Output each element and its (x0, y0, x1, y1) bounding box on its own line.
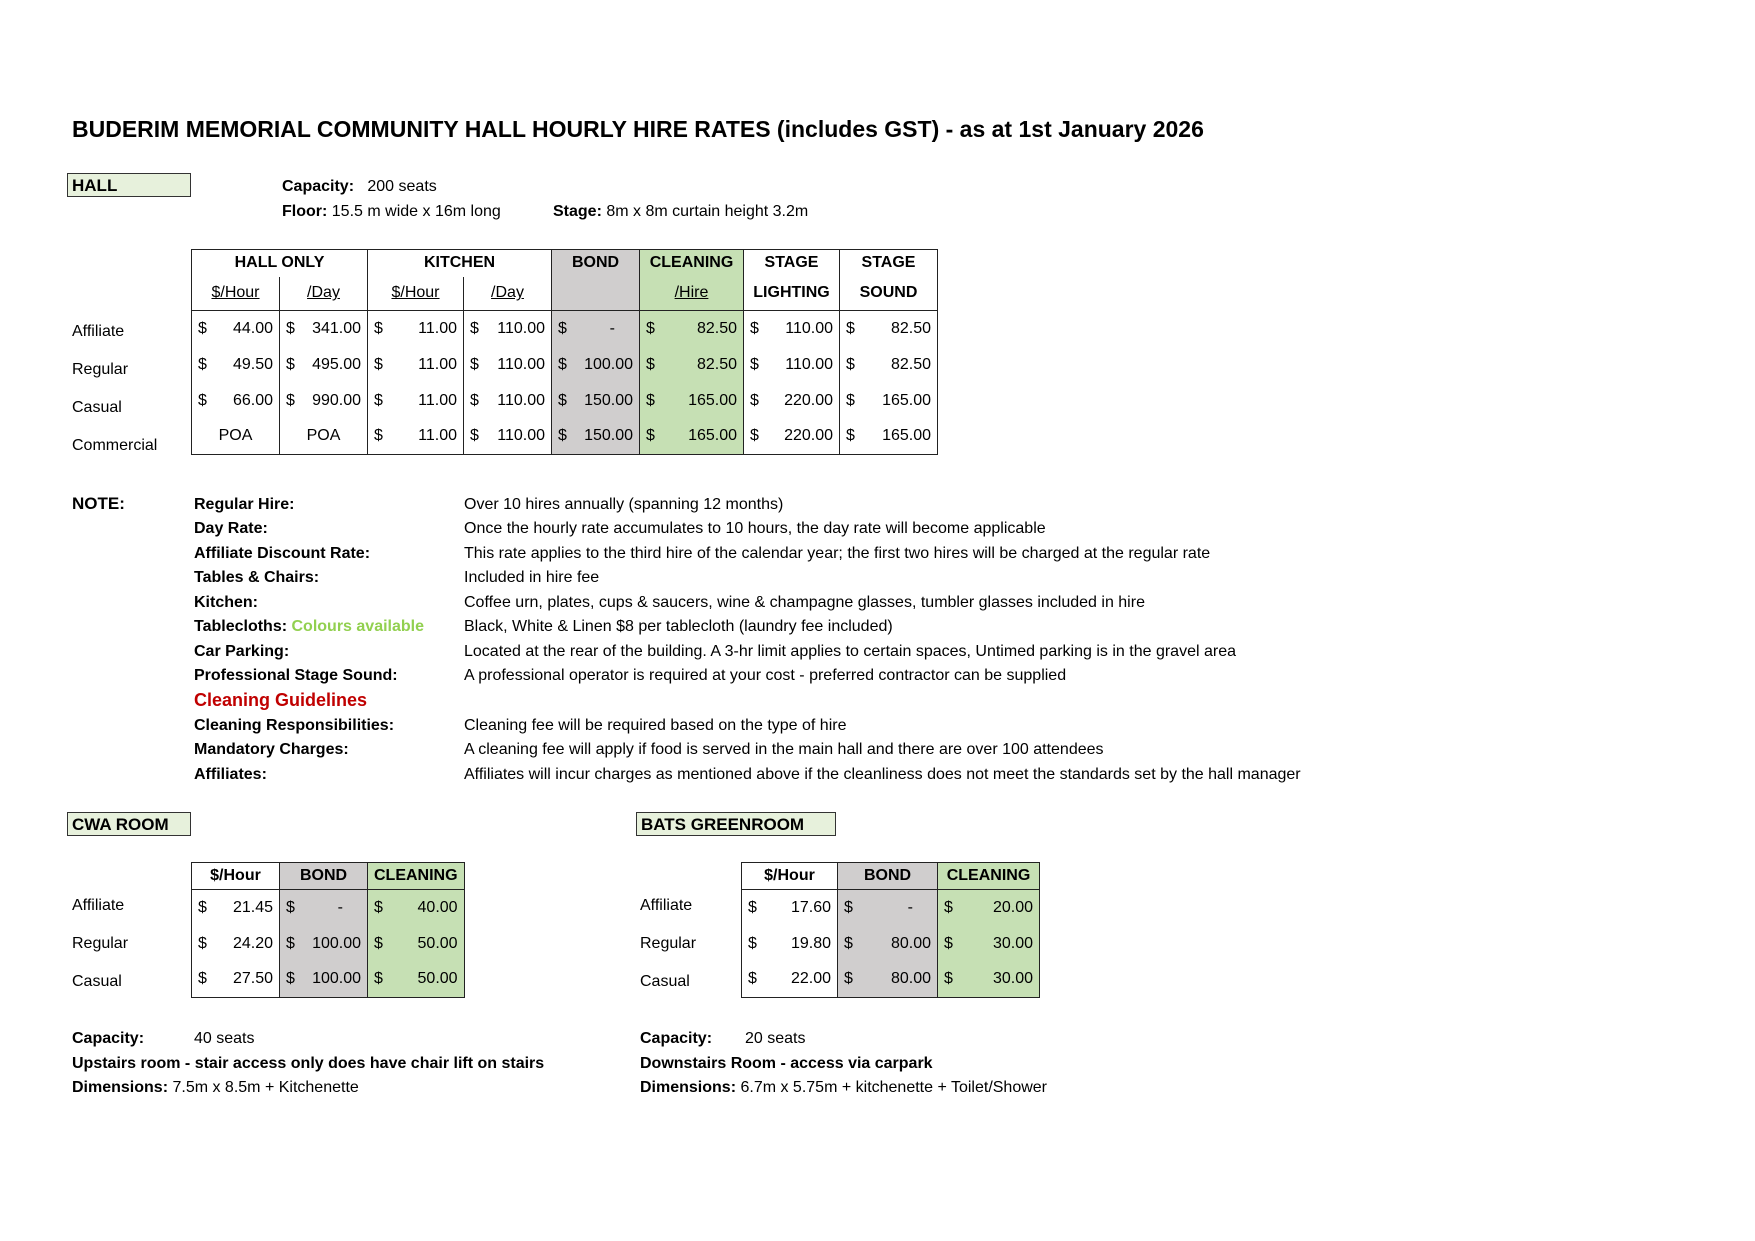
note-value: Over 10 hires annually (spanning 12 months) (464, 496, 784, 513)
header-stage-lighting-top: STAGE (744, 250, 840, 277)
cwa-header-hour: $/Hour (192, 863, 280, 890)
header-stage-sound-top: STAGE (840, 250, 938, 277)
note-value: A cleaning fee will apply if food is served in the main hall and there are over 100 attendees (464, 741, 1104, 758)
cell-hall-hour: $ 44.00 (192, 311, 280, 347)
cwa-capacity-label: Capacity: (72, 1030, 145, 1047)
note-value: Located at the rear of the building. A 3-hr limit applies to certain spaces, Untimed parking is in the gravel area (464, 643, 1236, 660)
bats-dimensions (640, 1079, 1047, 1097)
bats-greenroom-tag: BATS GREENROOM (636, 812, 836, 836)
note-key: Tables & Chairs: (194, 569, 320, 586)
note-value: This rate applies to the third hire of the calendar year; the first two hires will be charged at the regular rate (464, 545, 1211, 562)
cell-bond: $ - (552, 311, 640, 347)
bats-cell-cleaning: $ 30.00 (938, 962, 1040, 998)
cwa-capacity (72, 1030, 254, 1048)
cell-cleaning: $ 82.50 (640, 347, 744, 383)
note-key: Day Rate: (194, 520, 268, 537)
note-value: Affiliates will incur charges as mentioned above if the cleanliness does not meet the standards set by the hall manager (464, 766, 1301, 783)
cwa-cell-cleaning: $ 50.00 (368, 962, 465, 998)
cwa-cell-cleaning: $ 40.00 (368, 890, 465, 926)
cell-lighting: $ 110.00 (744, 311, 840, 347)
cell-sound: $ 82.50 (840, 347, 938, 383)
cell-hall-day-poa: POA (280, 419, 368, 455)
note-key: Kitchen: (194, 594, 258, 611)
hall-stage (553, 203, 808, 221)
bats-cell-hour: $ 17.60 (742, 890, 838, 926)
header-cleaning: CLEANING (640, 250, 744, 277)
note-key: Affiliates: (194, 766, 267, 783)
hall-capacity-value: 200 seats (367, 178, 437, 195)
note-key: Regular Hire: (194, 496, 295, 513)
note-key: Cleaning Responsibilities: (194, 717, 395, 734)
cleaning-guidelines-heading: Cleaning Guidelines (194, 690, 368, 710)
notes-heading: NOTE: (72, 494, 125, 513)
cell-kitchen-day: $ 110.00 (464, 383, 552, 419)
note-value: Cleaning fee will be required based on the type of hire (464, 717, 847, 734)
hall-row-label: Casual (72, 399, 122, 416)
note-value: Included in hire fee (464, 569, 600, 586)
hall-row-label: Affiliate (72, 323, 125, 340)
cell-hall-hour: $ 49.50 (192, 347, 280, 383)
hall-rates-table (191, 249, 938, 455)
subheader-lighting: LIGHTING (744, 277, 840, 311)
note-key: Car Parking: (194, 643, 290, 660)
bats-cell-cleaning: $ 20.00 (938, 890, 1040, 926)
cell-kitchen-hour: $ 11.00 (368, 347, 464, 383)
cwa-row-label: Affiliate (72, 897, 125, 914)
cell-sound: $ 165.00 (840, 383, 938, 419)
subheader-sound: SOUND (840, 277, 938, 311)
bats-row-label: Affiliate (640, 897, 693, 914)
cwa-row-label: Regular (72, 935, 129, 952)
hall-capacity-label: Capacity: (282, 178, 355, 195)
bats-cell-cleaning: $ 30.00 (938, 926, 1040, 962)
bats-access: Downstairs Room - access via carpark (640, 1055, 933, 1072)
hall-floor-label: Floor: (282, 203, 328, 220)
note-key-tablecloths (194, 618, 424, 636)
cell-hall-day: $ 990.00 (280, 383, 368, 419)
header-hall-only: HALL ONLY (192, 250, 368, 277)
cell-lighting: $ 220.00 (744, 383, 840, 419)
note-value: Black, White & Linen $8 per tablecloth (laundry fee included) (464, 618, 893, 635)
note-value: Coffee urn, plates, cups & saucers, wine & champagne glasses, tumbler glasses included in hire (464, 594, 1145, 611)
cell-bond: $ 100.00 (552, 347, 640, 383)
cell-kitchen-hour: $ 11.00 (368, 383, 464, 419)
header-bond: BOND (552, 250, 640, 277)
cwa-capacity-value: 40 seats (194, 1030, 255, 1047)
cwa-room-tag: CWA ROOM (67, 812, 191, 836)
header-kitchen: KITCHEN (368, 250, 552, 277)
cwa-cell-bond: $ - (280, 890, 368, 926)
cell-bond: $ 150.00 (552, 419, 640, 455)
note-key-label: Tablecloths: (194, 618, 288, 635)
cwa-header-bond: BOND (280, 863, 368, 890)
cwa-cell-hour: $ 27.50 (192, 962, 280, 998)
cwa-cell-cleaning: $ 50.00 (368, 926, 465, 962)
cell-cleaning: $ 165.00 (640, 383, 744, 419)
bats-cell-bond: $ 80.00 (838, 926, 938, 962)
bats-header-cleaning: CLEANING (938, 863, 1040, 890)
subheader-kitchen-day: /Day (464, 277, 552, 311)
bats-cell-hour: $ 22.00 (742, 962, 838, 998)
hall-tag: HALL (67, 173, 191, 197)
hall-row-label: Regular (72, 361, 129, 378)
hall-row-label: Commercial (72, 437, 158, 454)
cell-lighting: $ 220.00 (744, 419, 840, 455)
cell-kitchen-hour: $ 11.00 (368, 311, 464, 347)
note-key: Professional Stage Sound: (194, 667, 398, 684)
cwa-access: Upstairs room - stair access only does have chair lift on stairs (72, 1055, 545, 1072)
page-title: BUDERIM MEMORIAL COMMUNITY HALL HOURLY HIRE RATES (includes GST) - as at 1st January 2026 (72, 116, 1204, 142)
cwa-dimensions-label: Dimensions: (72, 1079, 169, 1096)
cwa-cell-bond: $ 100.00 (280, 962, 368, 998)
note-value: Once the hourly rate accumulates to 10 hours, the day rate will become applicable (464, 520, 1046, 537)
bats-header-bond: BOND (838, 863, 938, 890)
cell-hall-hour-poa: POA (192, 419, 280, 455)
cell-bond: $ 150.00 (552, 383, 640, 419)
bats-row-label: Regular (640, 935, 697, 952)
bats-dimensions-label: Dimensions: (640, 1079, 737, 1096)
bats-cell-bond: $ 80.00 (838, 962, 938, 998)
cwa-cell-hour: $ 21.45 (192, 890, 280, 926)
note-key: Affiliate Discount Rate: (194, 545, 371, 562)
bats-header-hour: $/Hour (742, 863, 838, 890)
hall-floor (282, 203, 501, 221)
bats-cell-bond: $ - (838, 890, 938, 926)
bats-cell-hour: $ 19.80 (742, 926, 838, 962)
subheader-hall-hour: $/Hour (192, 277, 280, 311)
note-key: Mandatory Charges: (194, 741, 349, 758)
bats-dimensions-value: 6.7m x 5.75m + kitchenette + Toilet/Shower (740, 1079, 1048, 1096)
cell-kitchen-day: $ 110.00 (464, 419, 552, 455)
bats-row-label: Casual (640, 973, 690, 990)
bats-capacity-label: Capacity: (640, 1030, 713, 1047)
hall-capacity (282, 178, 437, 196)
hall-stage-value: 8m x 8m curtain height 3.2m (606, 203, 809, 220)
subheader-bond (552, 277, 640, 311)
cwa-rates-table (191, 862, 465, 998)
hall-stage-label: Stage: (553, 203, 602, 220)
colours-available-link[interactable]: Colours available (291, 618, 424, 635)
cell-kitchen-hour: $ 11.00 (368, 419, 464, 455)
cwa-header-cleaning: CLEANING (368, 863, 465, 890)
hall-floor-value: 15.5 m wide x 16m long (331, 203, 501, 220)
subheader-kitchen-hour: $/Hour (368, 277, 464, 311)
cell-sound: $ 165.00 (840, 419, 938, 455)
cwa-dimensions (72, 1079, 359, 1097)
cell-lighting: $ 110.00 (744, 347, 840, 383)
bats-capacity (640, 1030, 805, 1048)
cwa-row-label: Casual (72, 973, 122, 990)
cell-sound: $ 82.50 (840, 311, 938, 347)
cell-kitchen-day: $ 110.00 (464, 347, 552, 383)
bats-capacity-value: 20 seats (745, 1030, 806, 1047)
cell-kitchen-day: $ 110.00 (464, 311, 552, 347)
cell-cleaning: $ 165.00 (640, 419, 744, 455)
cwa-cell-bond: $ 100.00 (280, 926, 368, 962)
cell-cleaning: $ 82.50 (640, 311, 744, 347)
cell-hall-day: $ 495.00 (280, 347, 368, 383)
cwa-cell-hour: $ 24.20 (192, 926, 280, 962)
subheader-cleaning-hire: /Hire (640, 277, 744, 311)
bats-rates-table (741, 862, 1040, 998)
cell-hall-day: $ 341.00 (280, 311, 368, 347)
note-value: A professional operator is required at your cost - preferred contractor can be supplied (464, 667, 1067, 684)
cwa-dimensions-value: 7.5m x 8.5m + Kitchenette (172, 1079, 359, 1096)
subheader-hall-day: /Day (280, 277, 368, 311)
cell-hall-hour: $ 66.00 (192, 383, 280, 419)
